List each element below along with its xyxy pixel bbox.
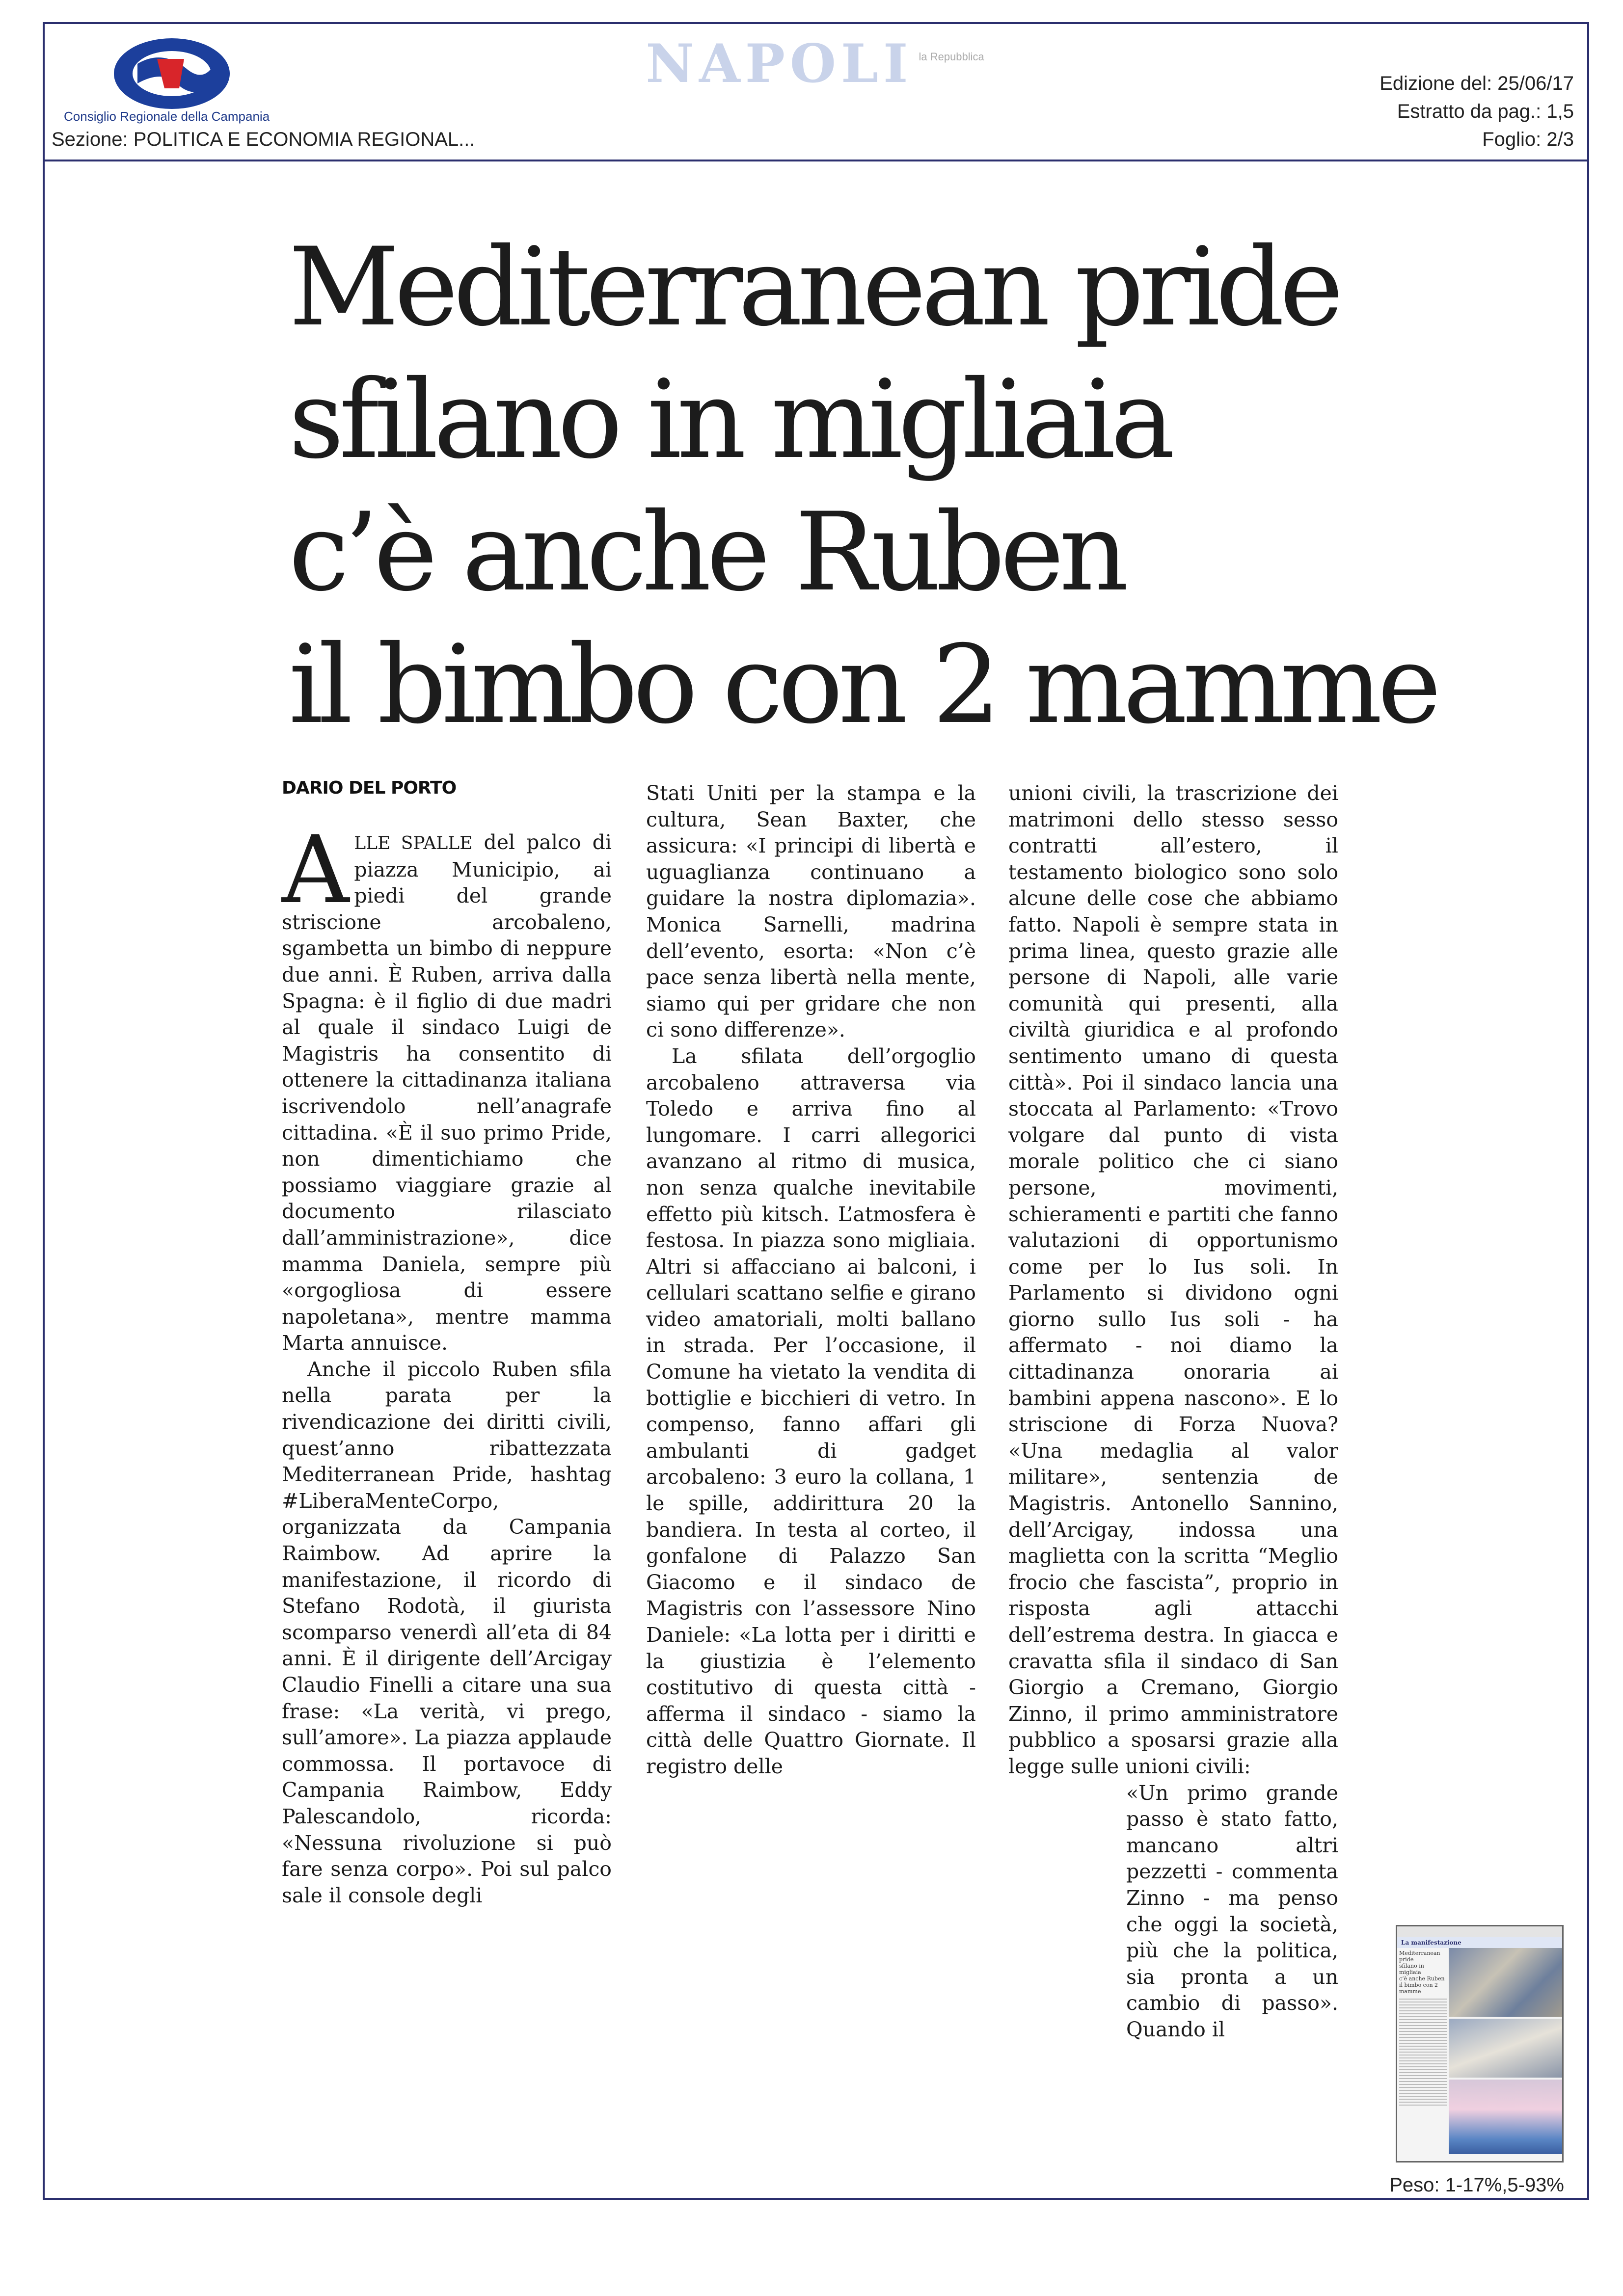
thumbnail-photo <box>1449 2019 1562 2078</box>
foglio-label: Foglio: 2/3 <box>1482 129 1574 150</box>
paragraph: Anche il piccolo Ruben sfila nella parata per la rivendicazione dei diritti civili, quest’anno ribattezzata Mediterranean Pride, hashtag #LiberaMenteCorpo, organizzata da Campania Raimbow. Ad aprire la manifestazione, il ricordo di Stefano Rodotà, il giurista scomparso venerdì all’eta di 84 anni. È il dirigente dell’Arcigay Claudio Finelli a citare una sua frase: «La verità, vi prego, sull’amore». La piazza applaude commossa. Il portavoce di Campania Raimbow, Eddy Palescandolo, ricorda: «Nessuna rivoluzione si può fare senza corpo». Poi sul palco sale il console degli <box>282 1357 612 1907</box>
headline-line: sfilano in migliaia <box>289 357 1170 482</box>
masthead-sub: la Repubblica <box>919 51 984 63</box>
lead-caps: LLE SPALLE <box>354 833 473 854</box>
thumbnail-headline-line: sfilano in migliaia <box>1399 1963 1424 1976</box>
thumbnail-headline-line: c’è anche Ruben <box>1399 1976 1445 1982</box>
sezione-label: Sezione: POLITICA E ECONOMIA REGIONAL... <box>52 129 475 150</box>
logo-caption: Consiglio Regionale della Campania <box>64 109 270 124</box>
paragraph <box>282 816 612 1357</box>
thumbnail-photo <box>1449 1948 1562 2017</box>
article-column-3 <box>1008 780 1338 2043</box>
lead-text: del palco di piazza Municipio, ai piedi del grande striscione arcobaleno, sgambetta un bimbo di neppure due anni. È Ruben, arriva dalla Spagna: è il figlio di due madri al quale il sindaco Luigi de Magistris ha consentito di ottenere la cittadinanza italiana iscrivendolo nell’anagrafe cittadina. «È il suo primo Pride, non dimentichiamo che possiamo viaggiare grazie al documento rilasciato dall’amministrazione», dice mamma Daniela, sempre più «orgogliosa di essere napoletana», mentre mamma Marta annuisce. <box>282 830 612 1355</box>
header-divider <box>43 160 1589 161</box>
headline-line: il bimbo con 2 mamme <box>289 622 1437 748</box>
paragraph: Stati Uniti per la stampa e la cultura, Sean Baxter, che assicura: «I principi di libertà e uguaglianza continuano a guidare la nostra diplomazia». Monica Sarnelli, madrina dell’evento, esorta: «Non c’è pace senza libertà nella mente, siamo qui per gridare che non ci sono differenze». <box>646 781 976 1042</box>
estratto-label: Estratto da pag.: 1,5 <box>1397 101 1574 122</box>
peso-label: Peso: 1-17%,5-93% <box>1389 2174 1564 2196</box>
headline-line: c’è anche Ruben <box>289 489 1124 615</box>
thumbnail-heading: La manifestazione <box>1397 1937 1562 1948</box>
byline: DARIO DEL PORTO <box>282 778 457 798</box>
thumbnail-headline-line: il bimbo con 2 mamme <box>1399 1982 1438 1995</box>
paragraph: unioni civili, la trascrizione dei matrimoni dello stesso sesso contratti all’estero, il testamento biologico sono solo alcune delle cose che abbiamo fatto. Napoli è sempre stata in prima linea, questo grazie alle persone di Napoli, alle varie comunità qui presenti, alla civiltà giuridica e al profondo sentimento umano di questa città». Poi il sindaco lancia una stoccata al Parlamento: «Trovo volgare dal punto di vista morale politico che ci siano persone, movimenti, schieramenti e partiti che fanno valutazioni di opportunismo come per lo Ius soli. In Parlamento si dividono ogni giorno sullo Ius soli - ha affermato - noi diamo la cittadinanza onoraria ai bambini appena nascono». E lo striscione di Forza Nuova? «Una medaglia al valor militare», sentenzia de Magistris. Antonello Sannino, dell’Arcigay, indossa una maglietta con la scritta “Meglio frocio che fascista”, proprio in risposta agli attacchi dell’estrema destra. In giacca e cravatta sfila il sindaco di San Giorgio a Cremano, Giorgio Zinno, il primo amministratore pubblico a sposarsi grazie alla legge sulle unioni civili: <box>1008 781 1338 1778</box>
masthead-name: NAPOLI <box>646 33 913 95</box>
newspaper-masthead <box>619 34 1011 93</box>
page-thumbnail <box>1396 1925 1564 2163</box>
article-headline <box>289 221 1437 751</box>
article-column-1 <box>282 816 612 1909</box>
edizione-label: Edizione del: 25/06/17 <box>1380 73 1574 94</box>
dropcap: A <box>282 816 350 924</box>
headline-line: Mediterranean pride <box>289 224 1339 350</box>
paragraph: La sfilata dell’orgoglio arcobaleno attraversa via Toledo e arriva fino al lungomare. I carri allegorici avanzano al ritmo di musica, non senza qualche inevitabile effetto più kitsch. L’atmosfera è festosa. In piazza sono migliaia. Altri si affacciano ai balconi, i cellulari scattano selfie e girano video amatoriali, molti ballano in strada. Per l’occasione, il Comune ha vietato la vendita di bottiglie e bicchieri di vetro. In compenso, fanno affari gli ambulanti di gadget arcobaleno: 3 euro la collana, 1 le spille, addirittura 20 la bandiera. In testa al corteo, il gonfalone di Palazzo San Giacomo e il sindaco de Magistris con l’assessore Nino Daniele: «La lotta per i diritti e la giustizia è l’elemento costitutivo di questa città - afferma il sindaco - siamo la città delle Quattro Giornate. Il registro delle <box>646 1044 976 1778</box>
article-column-2 <box>646 780 976 1780</box>
paragraph: «Un primo grande passo è stato fatto, mancano altri pezzetti - commenta Zinno - ma penso che oggi la società, più che la politica, sia pronta a un cambio di passo». Quando il <box>1126 1781 1338 2041</box>
thumbnail-headline-line: Mediterranean pride <box>1399 1950 1440 1963</box>
thumbnail-photo <box>1449 2080 1562 2154</box>
